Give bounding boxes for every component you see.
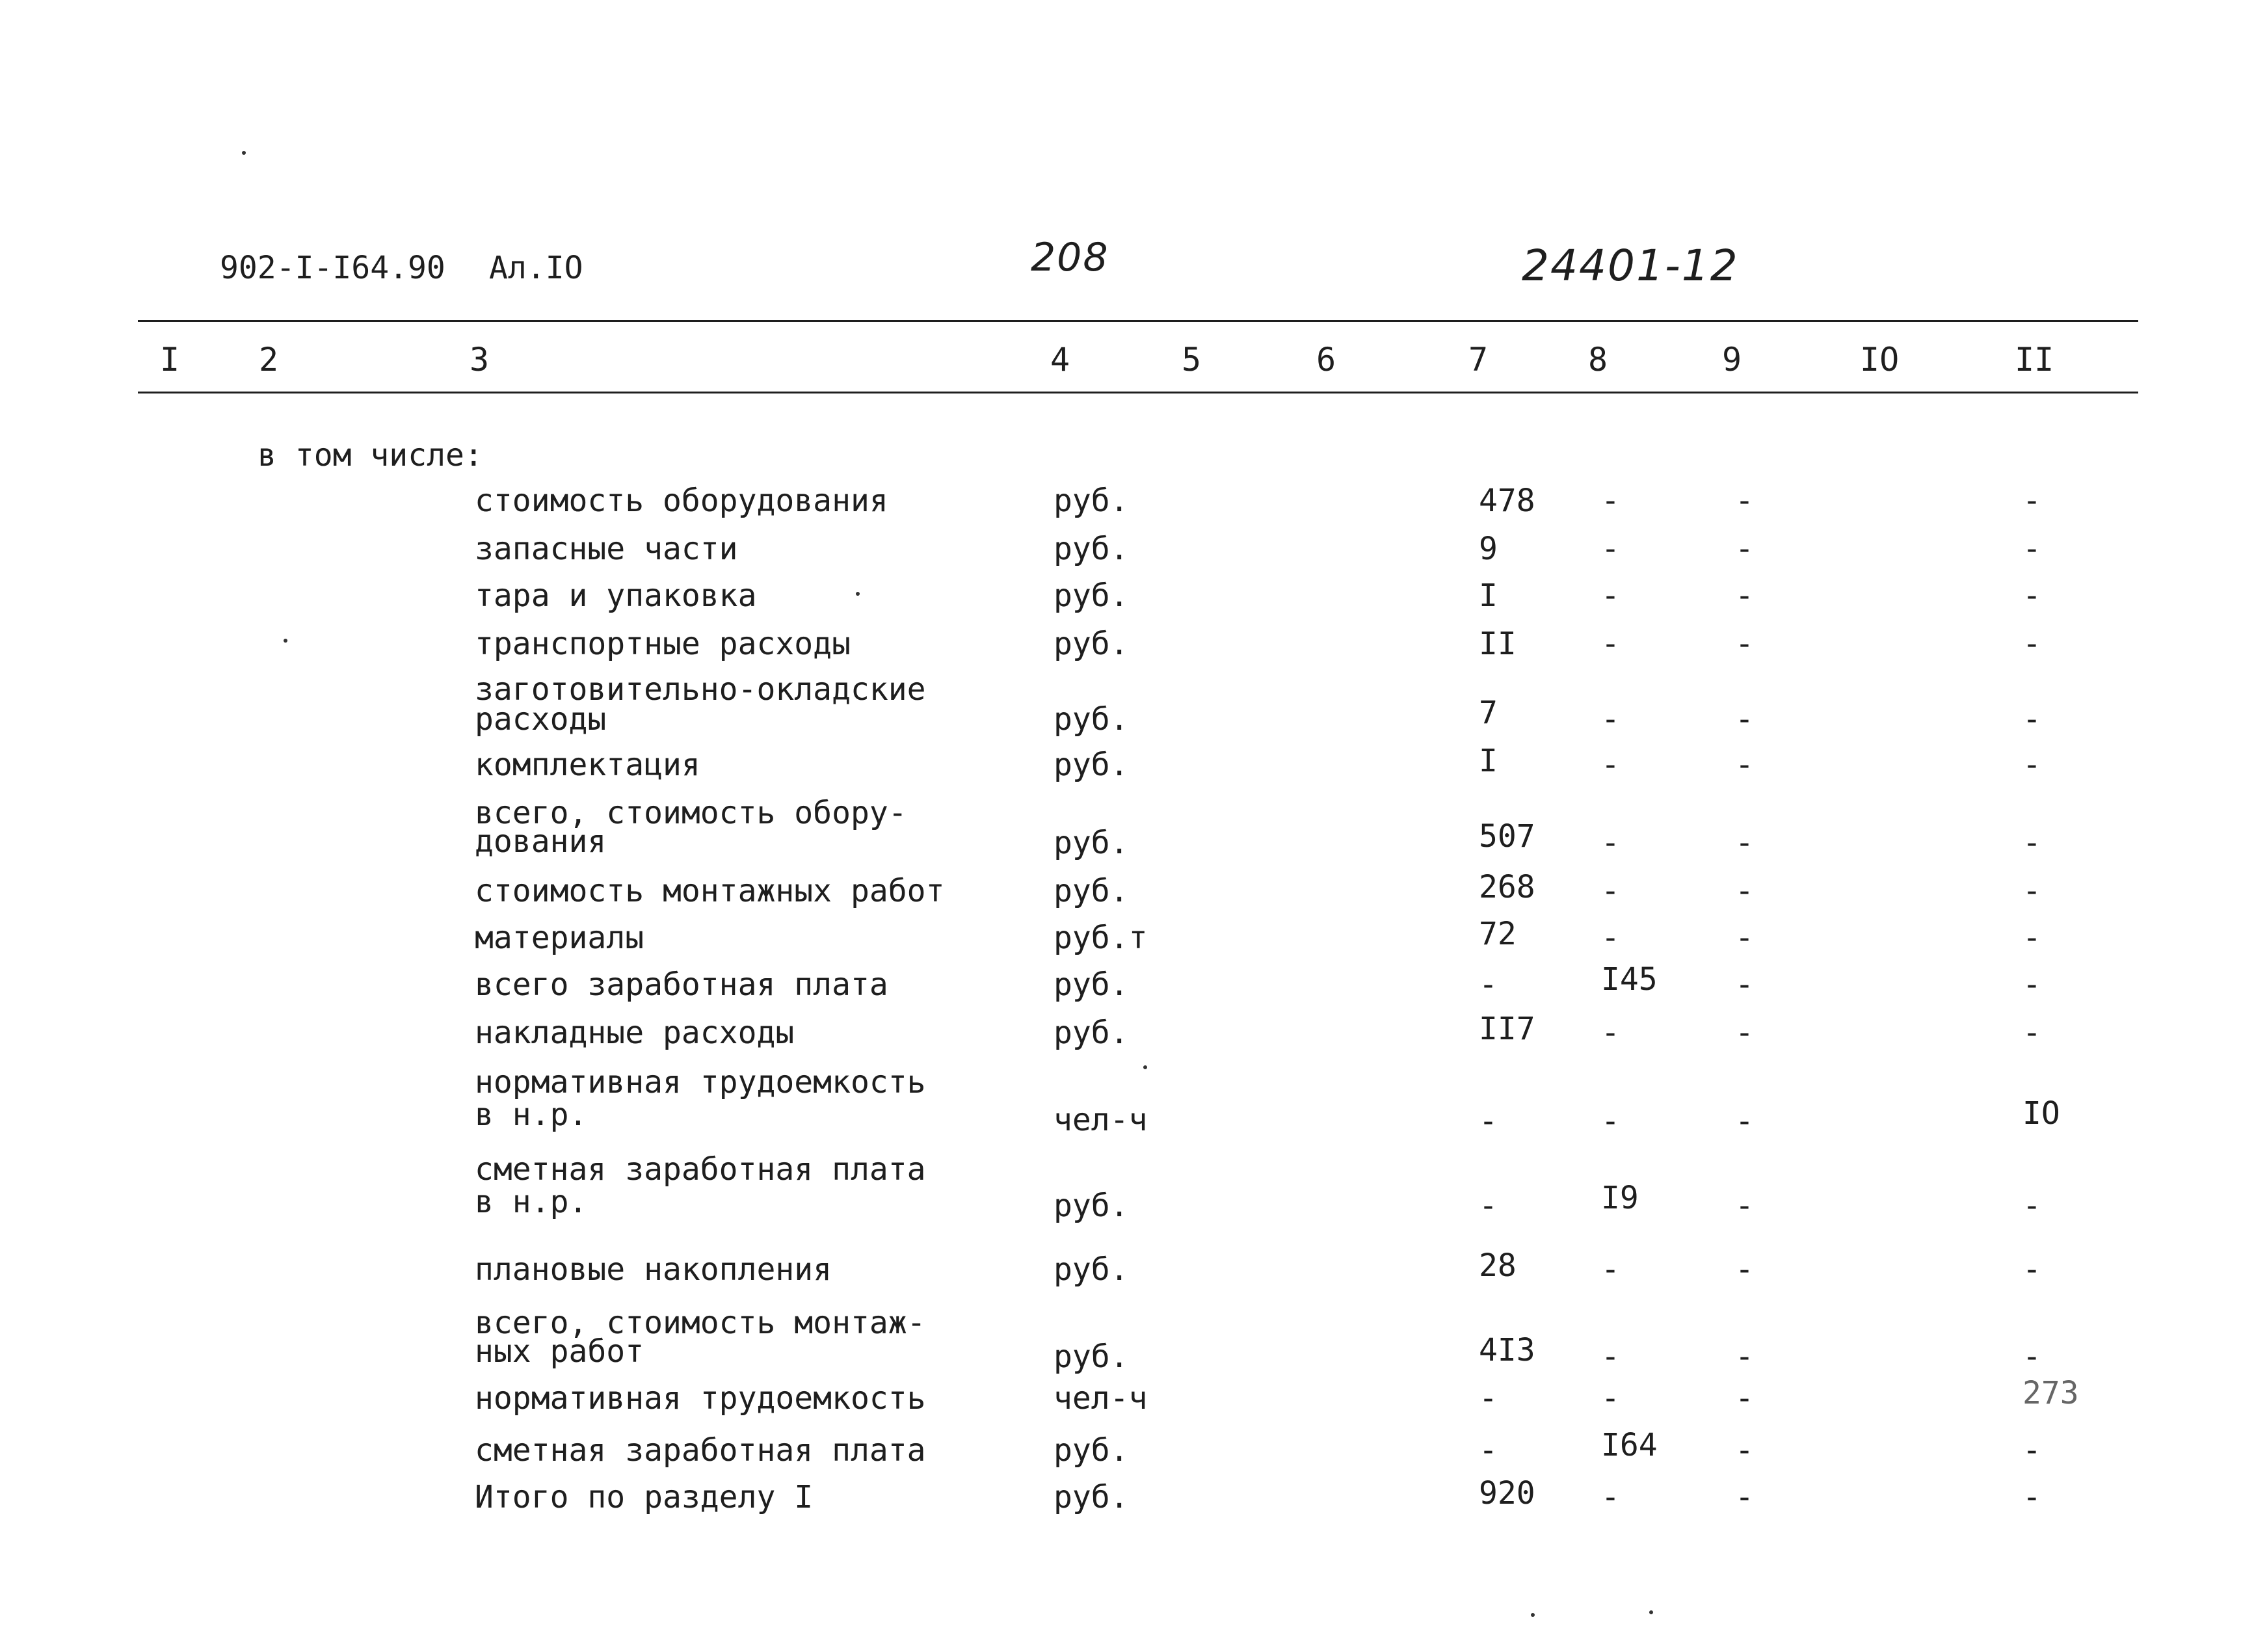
scan-speck bbox=[284, 639, 287, 643]
item-col11: IO bbox=[2022, 1095, 2060, 1132]
item-col9: - bbox=[1735, 873, 1754, 909]
item-name: материалы bbox=[475, 920, 644, 956]
item-name: сметная заработная плата bbox=[475, 1151, 926, 1188]
item-col8: - bbox=[1601, 701, 1620, 738]
item-col8: - bbox=[1601, 1479, 1620, 1515]
item-unit: руб. bbox=[1054, 483, 1129, 519]
item-col9: - bbox=[1735, 1380, 1754, 1417]
item-col7: 28 bbox=[1479, 1247, 1517, 1284]
item-name: заготовительно-окладские bbox=[475, 671, 926, 708]
item-col11: - bbox=[2022, 1251, 2041, 1288]
item-col7: 507 bbox=[1479, 818, 1535, 855]
item-col7: 478 bbox=[1479, 483, 1535, 519]
item-col8: - bbox=[1601, 1015, 1620, 1051]
item-unit: чел-ч bbox=[1054, 1380, 1148, 1417]
column-number: IO bbox=[1860, 341, 1900, 379]
item-unit: руб. bbox=[1054, 1479, 1129, 1515]
column-number: 5 bbox=[1182, 341, 1202, 379]
item-col7: - bbox=[1479, 1432, 1498, 1469]
item-col9: - bbox=[1735, 626, 1754, 662]
item-col9: - bbox=[1735, 578, 1754, 614]
item-name: всего, стоимость монтаж- bbox=[475, 1305, 926, 1341]
item-col11: - bbox=[2022, 1015, 2041, 1051]
item-col7: II bbox=[1479, 626, 1517, 662]
item-col8: I9 bbox=[1601, 1180, 1639, 1216]
item-col11: - bbox=[2022, 1188, 2041, 1224]
item-col7: 268 bbox=[1479, 869, 1535, 905]
item-col7: I bbox=[1479, 743, 1498, 779]
item-name: плановые накопления bbox=[475, 1251, 832, 1288]
item-col11: - bbox=[2022, 966, 2041, 1003]
item-name: сметная заработная плата bbox=[475, 1432, 926, 1469]
item-col9: - bbox=[1735, 483, 1754, 519]
item-col8: - bbox=[1601, 873, 1620, 909]
item-col8: - bbox=[1601, 483, 1620, 519]
item-unit: руб. bbox=[1054, 1339, 1129, 1375]
item-col8: - bbox=[1601, 1251, 1620, 1288]
item-col11: - bbox=[2022, 626, 2041, 662]
item-col8: - bbox=[1601, 747, 1620, 783]
item-name-continued: дования bbox=[475, 823, 607, 860]
item-name: стоимость оборудования bbox=[475, 483, 888, 519]
item-col7: I bbox=[1479, 578, 1498, 614]
page-number: 208 bbox=[1031, 235, 1109, 280]
item-unit: руб. bbox=[1054, 747, 1129, 783]
item-col11: - bbox=[2022, 1432, 2041, 1469]
column-header-rule bbox=[138, 392, 2138, 393]
item-name: нормативная трудоемкость bbox=[475, 1380, 926, 1417]
item-unit: руб. bbox=[1054, 1432, 1129, 1469]
item-col7: - bbox=[1479, 1103, 1498, 1139]
item-unit: руб. bbox=[1054, 825, 1129, 861]
item-col7: 920 bbox=[1479, 1475, 1535, 1512]
sheet-number: Ал.IO bbox=[489, 250, 583, 286]
section-label: в том числе: bbox=[258, 437, 483, 473]
item-col7: - bbox=[1479, 1380, 1498, 1417]
item-name-continued: ных работ bbox=[475, 1333, 644, 1370]
table-top-rule bbox=[138, 320, 2138, 322]
column-number: II bbox=[2015, 341, 2054, 379]
item-name: стоимость монтажных работ bbox=[475, 873, 945, 909]
item-col8: - bbox=[1601, 825, 1620, 861]
item-col9: - bbox=[1735, 920, 1754, 956]
item-col7: 9 bbox=[1479, 531, 1498, 567]
scan-speck bbox=[1531, 1613, 1535, 1617]
scan-speck bbox=[856, 592, 860, 596]
item-col11: - bbox=[2022, 701, 2041, 738]
item-col11: - bbox=[2022, 483, 2041, 519]
column-number: I bbox=[160, 341, 180, 379]
item-col8: - bbox=[1601, 1103, 1620, 1139]
column-number: 4 bbox=[1050, 341, 1070, 379]
item-unit: руб. bbox=[1054, 1251, 1129, 1288]
item-col11: - bbox=[2022, 825, 2041, 861]
item-name-continued: в н.р. bbox=[475, 1097, 588, 1133]
item-col8: - bbox=[1601, 1339, 1620, 1375]
item-col8: - bbox=[1601, 626, 1620, 662]
item-col8: I45 bbox=[1601, 961, 1658, 998]
item-name: всего, стоимость обору- bbox=[475, 795, 907, 831]
item-col11: - bbox=[2022, 1339, 2041, 1375]
scan-speck bbox=[1143, 1065, 1147, 1069]
column-number: 3 bbox=[470, 341, 490, 379]
column-number: 6 bbox=[1316, 341, 1336, 379]
item-unit: руб. bbox=[1054, 531, 1129, 567]
item-col9: - bbox=[1735, 701, 1754, 738]
item-unit: руб. bbox=[1054, 701, 1129, 738]
item-col7: 72 bbox=[1479, 916, 1517, 952]
item-col9: - bbox=[1735, 966, 1754, 1003]
item-col8: - bbox=[1601, 920, 1620, 956]
item-col7: 4I3 bbox=[1479, 1332, 1535, 1368]
item-col7: - bbox=[1479, 1188, 1498, 1224]
item-name: всего заработная плата bbox=[475, 966, 888, 1003]
column-number: 7 bbox=[1468, 341, 1489, 379]
item-unit: руб. bbox=[1054, 873, 1129, 909]
item-col9: - bbox=[1735, 1432, 1754, 1469]
item-col11: - bbox=[2022, 1479, 2041, 1515]
item-name: комплектация bbox=[475, 747, 700, 783]
inventory-number: 24401-12 bbox=[1522, 241, 1739, 291]
item-name: нормативная трудоемкость bbox=[475, 1064, 926, 1100]
item-name: тара и упаковка bbox=[475, 578, 757, 614]
scan-speck bbox=[1649, 1610, 1653, 1614]
item-col8: - bbox=[1601, 1380, 1620, 1417]
column-number: 9 bbox=[1722, 341, 1742, 379]
item-col11: - bbox=[2022, 747, 2041, 783]
item-col11: - bbox=[2022, 578, 2041, 614]
item-col8: I64 bbox=[1601, 1427, 1658, 1463]
item-col7: 7 bbox=[1479, 695, 1498, 731]
item-col9: - bbox=[1735, 825, 1754, 861]
item-unit: руб. bbox=[1054, 626, 1129, 662]
item-col9: - bbox=[1735, 1015, 1754, 1051]
item-name: запасные части bbox=[475, 531, 738, 567]
item-col7: - bbox=[1479, 966, 1498, 1003]
item-col11: - bbox=[2022, 920, 2041, 956]
item-name: накладные расходы bbox=[475, 1015, 795, 1051]
item-col11: 273 bbox=[2022, 1375, 2079, 1411]
item-col9: - bbox=[1735, 1188, 1754, 1224]
item-col11: - bbox=[2022, 873, 2041, 909]
item-name: транспортные расходы bbox=[475, 626, 851, 662]
item-unit: чел-ч bbox=[1054, 1102, 1148, 1138]
column-number: 2 bbox=[259, 341, 279, 379]
item-col9: - bbox=[1735, 1251, 1754, 1288]
item-name: Итого по разделу I bbox=[475, 1479, 814, 1515]
item-col8: - bbox=[1601, 578, 1620, 614]
item-name-continued: расходы bbox=[475, 701, 607, 738]
item-unit: руб. bbox=[1054, 1015, 1129, 1051]
document-code: 902-I-I64.90 bbox=[220, 250, 445, 286]
scan-speck bbox=[242, 151, 246, 155]
item-col7: II7 bbox=[1479, 1011, 1535, 1047]
item-col9: - bbox=[1735, 1103, 1754, 1139]
item-col9: - bbox=[1735, 531, 1754, 567]
item-name-continued: в н.р. bbox=[475, 1184, 588, 1220]
item-unit: руб. bbox=[1054, 578, 1129, 614]
item-unit: руб.т bbox=[1054, 920, 1148, 956]
column-number: 8 bbox=[1588, 341, 1608, 379]
item-unit: руб. bbox=[1054, 1188, 1129, 1224]
item-col9: - bbox=[1735, 747, 1754, 783]
item-unit: руб. bbox=[1054, 966, 1129, 1003]
item-col9: - bbox=[1735, 1339, 1754, 1375]
item-col9: - bbox=[1735, 1479, 1754, 1515]
item-col8: - bbox=[1601, 531, 1620, 567]
item-col11: - bbox=[2022, 531, 2041, 567]
